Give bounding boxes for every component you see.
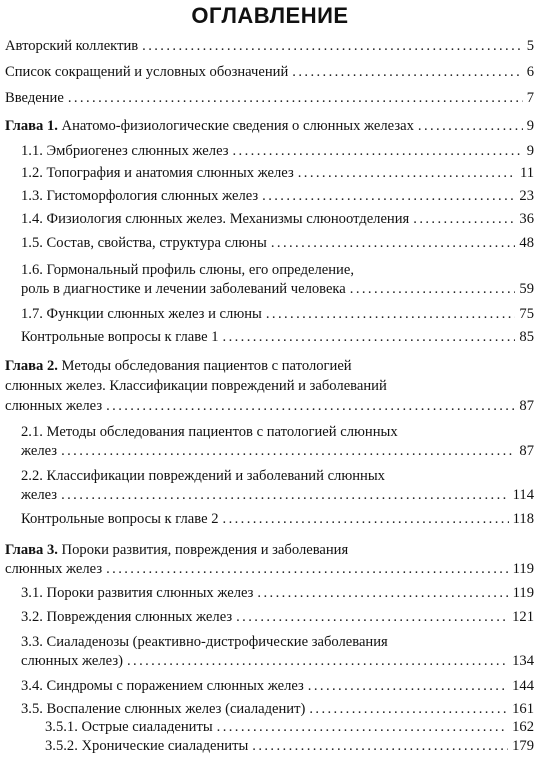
dot-leader [252,738,508,755]
toc-page-number: 9 [526,143,534,159]
chapter-label: Глава 3. [5,542,58,558]
dot-leader [418,118,523,135]
dot-leader [271,235,516,252]
toc-page-number: 162 [512,719,534,735]
toc-chapter-line [5,542,534,559]
toc-entry-line: 2.2. Классификации повреждений и заболеваний слюнных [21,468,385,484]
toc-chapter-entry [5,118,534,135]
dot-leader [233,143,523,160]
toc-entry-text: 3.5.1. Острые сиаладениты [45,719,213,735]
toc-entry [21,235,534,252]
toc-page-number: 87 [519,398,534,414]
toc-entry [21,443,534,460]
dot-leader [106,398,515,415]
chapter-title: Методы обследования пациентов с патологией [57,358,352,374]
toc-entry-text: 1.7. Функции слюнных желез и слюны [21,306,262,322]
toc-entry-line: 1.6. Гормональный профиль слюны, его определение, [21,262,354,278]
toc-entry [5,64,534,81]
toc-entry [21,306,534,323]
toc-page-number: 48 [519,235,534,251]
dot-leader [292,64,522,81]
toc-entry-text: желез [21,487,58,503]
toc-entry-text: 1.3. Гистоморфология слюнных желез [21,188,259,204]
dot-leader [61,487,509,504]
dot-leader [298,165,516,182]
toc-entry-text: 1.5. Состав, свойства, структура слюны [21,235,267,251]
chapter-label: Глава 2. [5,358,58,374]
toc-entry-text: 3.4. Синдромы с поражением слюнных желез [21,678,304,694]
toc-chapter-line [5,358,534,375]
toc-page-number: 118 [512,511,534,527]
dot-leader [127,653,508,670]
toc-page-number: 59 [519,281,534,297]
toc-page-number: 134 [512,653,534,669]
toc-entry [21,211,534,228]
toc-page-number: 5 [526,38,534,54]
toc-entry [21,165,534,182]
toc-chapter-entry [5,398,534,415]
toc-entry-line: 3.3. Сиаладенозы (реактивно-дистрофические заболевания [21,634,388,650]
toc-entry [45,719,534,736]
toc-entry [45,738,534,755]
toc-entry-text: 1.4. Физиология слюнных желез. Механизмы слюноотделения [21,211,410,227]
toc-entry [21,585,534,602]
toc-entry-text: 3.5.2. Хронические сиаладениты [45,738,249,754]
toc-entry-text: 1.2. Топография и анатомия слюнных желез [21,165,294,181]
toc-entry [21,511,534,528]
dot-leader [61,443,515,460]
chapter-label: Глава 1. [5,118,58,134]
toc-entry [21,609,534,626]
dot-leader [266,306,516,323]
toc-page-number: 119 [512,585,534,601]
dot-leader [309,701,508,718]
toc-entry [21,487,534,504]
toc-entry [21,188,534,205]
toc-entry-text: 1.1. Эмбриогенез слюнных желез [21,143,229,159]
chapter-title: Пороки развития, повреждения и заболевания [57,542,349,558]
toc-entry-text [5,118,414,135]
toc-page-number: 121 [512,609,534,625]
toc-entry-text: Введение [5,90,64,106]
toc-entry-text: желез [21,443,58,459]
dot-leader [68,90,523,107]
toc-entry [5,38,534,55]
toc-chapter-line: слюнных желез. Классификации повреждений и заболеваний [5,378,387,394]
toc-chapter-entry [5,561,534,578]
toc-page-number: 23 [519,188,534,204]
toc-entry [21,701,534,718]
dot-leader [106,561,509,578]
dot-leader [262,188,515,205]
toc-entry-text: 3.1. Пороки развития слюнных желез [21,585,254,601]
dot-leader [308,678,508,695]
toc-entry-text: Контрольные вопросы к главе 2 [21,511,219,527]
toc-entry [21,678,534,695]
dot-leader [236,609,508,626]
toc-page-number: 179 [512,738,534,754]
dot-leader [350,281,516,298]
toc-entry-text: роль в диагностике и лечении заболеваний человека [21,281,346,297]
dot-leader [223,329,516,346]
toc-entry-text: слюнных желез) [21,653,123,669]
toc-page-number: 9 [526,118,534,134]
toc-page-number: 87 [519,443,534,459]
dot-leader [223,511,509,528]
page-title: ОГЛАВЛЕНИЕ [191,3,349,28]
toc-page-number: 85 [519,329,534,345]
toc-entry-text: Список сокращений и условных обозначений [5,64,289,80]
toc-page-number: 144 [512,678,534,694]
dot-leader [217,719,508,736]
toc-entry [21,281,534,298]
toc-entry-line: 2.1. Методы обследования пациентов с патологией слюнных [21,424,398,440]
chapter-title: Анатомо-физиологические сведения о слюнных железах [57,118,414,134]
toc-entry [21,653,534,670]
toc-entry [21,143,534,160]
dot-leader [257,585,508,602]
toc-page-number: 36 [519,211,534,227]
dot-leader [142,38,523,55]
toc-entry-text: Авторский коллектив [5,38,139,54]
toc-entry-text: Контрольные вопросы к главе 1 [21,329,219,345]
toc-page-number: 161 [512,701,534,717]
toc-entry-text: 3.5. Воспаление слюнных желез (сиаладенит) [21,701,306,717]
toc-entry-text: слюнных желез [5,398,103,414]
toc-entry [21,329,534,346]
toc-page-number: 75 [519,306,534,322]
toc-page-number: 7 [526,90,534,106]
toc-page-number: 6 [526,64,534,80]
toc-entry [5,90,534,107]
toc-entry-text: слюнных желез [5,561,103,577]
toc-entry-text: 3.2. Повреждения слюнных желез [21,609,233,625]
dot-leader [413,211,515,228]
toc-page-number: 119 [512,561,534,577]
toc-page-number: 11 [519,165,534,181]
toc-page-number: 114 [512,487,534,503]
